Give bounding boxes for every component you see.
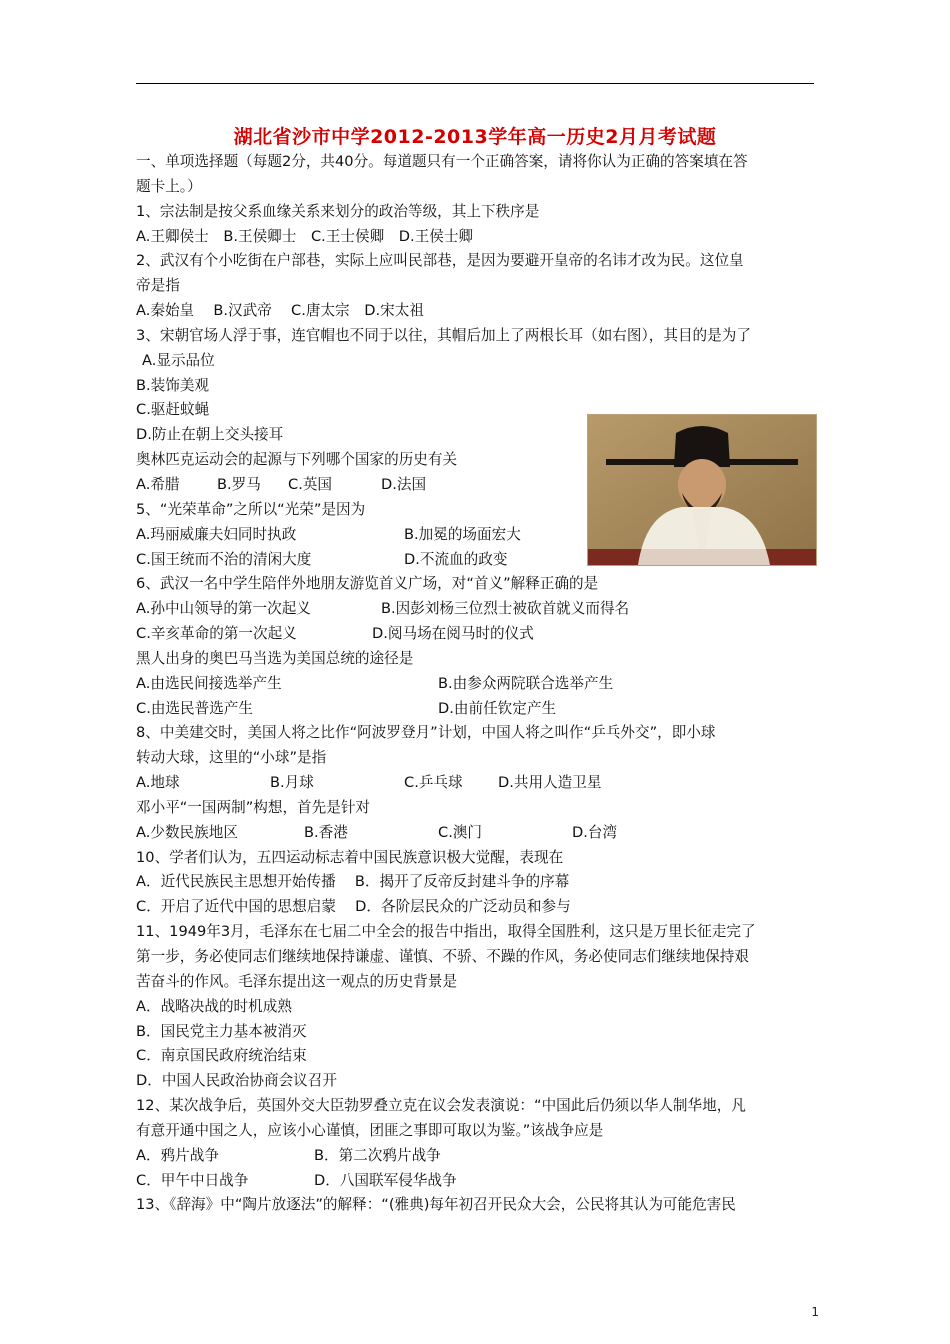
option-text: A.地球 — [136, 774, 180, 792]
text-line: 13、《辞海》中“陶片放逐法”的解释：“(雅典)每年初召开民众大会，公民将其认为可能危害民 — [136, 1196, 736, 1214]
option-text: A.由选民间接选举产生 — [136, 674, 282, 692]
text-line — [136, 622, 816, 647]
text-line: 2、武汉有个小吃街在户部巷，实际上应叫民部巷，是因为要避开皇帝的名讳才改为民。这位皇 — [136, 252, 744, 270]
text-line — [136, 821, 816, 846]
option-text: A.玛丽威廉夫妇同时执政 — [136, 525, 297, 543]
option-text: D.法国 — [381, 475, 427, 493]
text-line — [136, 672, 816, 697]
text-line: A.显示品位 — [142, 351, 215, 369]
option-text: A.孙中山领导的第一次起义 — [136, 600, 311, 618]
text-line: B．国民党主力基本被消灭 — [136, 1022, 307, 1040]
option-text: B.月球 — [270, 774, 314, 792]
page-number: 1 — [811, 1305, 819, 1319]
text-line: 一、单项选择题（每题2分，共40分。每道题只有一个正确答案，请将你认为正确的答案填在答 — [136, 153, 748, 170]
text-line: B.装饰美观 — [136, 376, 210, 394]
text-line — [136, 697, 816, 722]
text-line: 1、宗法制是按父系血缘关系来划分的政治等级，其上下秩序是 — [136, 202, 540, 220]
option-text: D.阅马场在阅马时的仪式 — [372, 625, 534, 643]
option-text: C.澳门 — [438, 823, 483, 841]
text-line — [136, 1144, 816, 1169]
text-line: 苦奋斗的作风。毛泽东提出这一观点的历史背景是 — [136, 972, 458, 990]
option-text: B.加冕的场面宏大 — [404, 525, 521, 543]
exam-body — [136, 150, 816, 1218]
text-line: 11、1949年3月，毛泽东在七届二中全会的报告中指出，取得全国胜利，这只是万里长征走完了 — [136, 923, 756, 941]
option-text: C．甲午中日战争 — [136, 1171, 249, 1189]
option-text: C.辛亥革命的第一次起义 — [136, 625, 297, 643]
text-line: 黑人出身的奥巴马当选为美国总统的途径是 — [136, 649, 414, 667]
text-line: 12、某次战争后，英国外交大臣勃罗叠立克在议会发表演说：“中国此后仍须以华人制华地，凡 — [136, 1097, 746, 1115]
option-text: B．第二次鸦片战争 — [314, 1146, 441, 1164]
text-line: 帝是指 — [136, 277, 180, 295]
option-text: A．鸦片战争 — [136, 1146, 219, 1164]
text-line: 转动大球，这里的“小球”是指 — [136, 749, 327, 767]
song-official-portrait — [587, 414, 817, 566]
option-text: C.国王统而不治的清闲大度 — [136, 550, 312, 568]
text-line: A.王卿侯士 B.王侯卿士 C.王士侯卿 D.王侯士卿 — [136, 227, 474, 245]
text-line — [136, 1169, 816, 1194]
option-text: B.香港 — [304, 823, 348, 841]
option-text: D.由前任钦定产生 — [438, 699, 557, 717]
text-line: A．战略决战的时机成熟 — [136, 997, 292, 1015]
text-line: A．近代民族民主思想开始传播 B．揭开了反帝反封建斗争的序幕 — [136, 873, 570, 891]
page-title: 湖北省沙市中学2012-2013学年高一历史2月月考试题 — [233, 126, 717, 148]
option-text: B.因彭刘杨三位烈士被砍首就义而得名 — [381, 600, 630, 618]
text-line: 10、学者们认为，五四运动标志着中国民族意识极大觉醒，表现在 — [136, 848, 564, 866]
text-line: C．南京国民政府统治结束 — [136, 1047, 307, 1065]
option-text: D．八国联军侵华战争 — [314, 1171, 457, 1189]
text-line: A.秦始皇 B.汉武帝 C.唐太宗 D.宋太祖 — [136, 302, 424, 320]
option-text: A.希腊 — [136, 475, 180, 493]
text-line — [136, 771, 816, 796]
option-text: C.英国 — [288, 475, 333, 493]
text-line: 奥林匹克运动会的起源与下列哪个国家的历史有关 — [136, 451, 458, 469]
text-line: 题卡上。） — [136, 177, 202, 195]
option-text: D.共用人造卫星 — [498, 774, 602, 792]
text-line: C.驱赶蚊蝇 — [136, 401, 210, 419]
text-line: 有意开通中国之人，应该小心谨慎，团匪之事即可取以为鉴。”该战争应是 — [136, 1121, 604, 1139]
option-text: A.少数民族地区 — [136, 823, 238, 841]
option-text: B.罗马 — [217, 475, 261, 493]
text-line: 第一步，务必使同志们继续地保持谦虚、谨慎、不骄、不躁的作风，务必使同志们继续地保持艰 — [136, 948, 749, 965]
text-line — [136, 597, 816, 622]
option-text: C.乒乓球 — [404, 774, 463, 792]
option-text: D.不流血的政变 — [404, 550, 508, 568]
text-line: 3、宋朝官场人浮于事，连官帽也不同于以往，其帽后加上了两根长耳（如右图），其目的是为了 — [136, 326, 751, 344]
option-text: C.由选民普选产生 — [136, 699, 253, 717]
text-line: 8、中美建交时，美国人将之比作“阿波罗登月”计划，中国人将之叫作“乒乓外交”，即小球 — [136, 724, 716, 742]
text-line: 邓小平“一国两制”构想，首先是针对 — [136, 798, 371, 816]
text-line: 6、武汉一名中学生陪伴外地朋友游览首义广场，对“首义”解释正确的是 — [136, 575, 599, 593]
option-text: D.台湾 — [572, 823, 618, 841]
text-line: D．中国人民政治协商会议召开 — [136, 1072, 337, 1090]
text-line: D.防止在朝上交头接耳 — [136, 426, 284, 444]
text-line: C．开启了近代中国的思想启蒙 D．各阶层民众的广泛动员和参与 — [136, 898, 571, 916]
option-text: B.由参众两院联合选举产生 — [438, 674, 614, 692]
header-rule — [136, 83, 814, 84]
text-line: 5、“光荣革命”之所以“光荣”是因为 — [136, 500, 366, 518]
